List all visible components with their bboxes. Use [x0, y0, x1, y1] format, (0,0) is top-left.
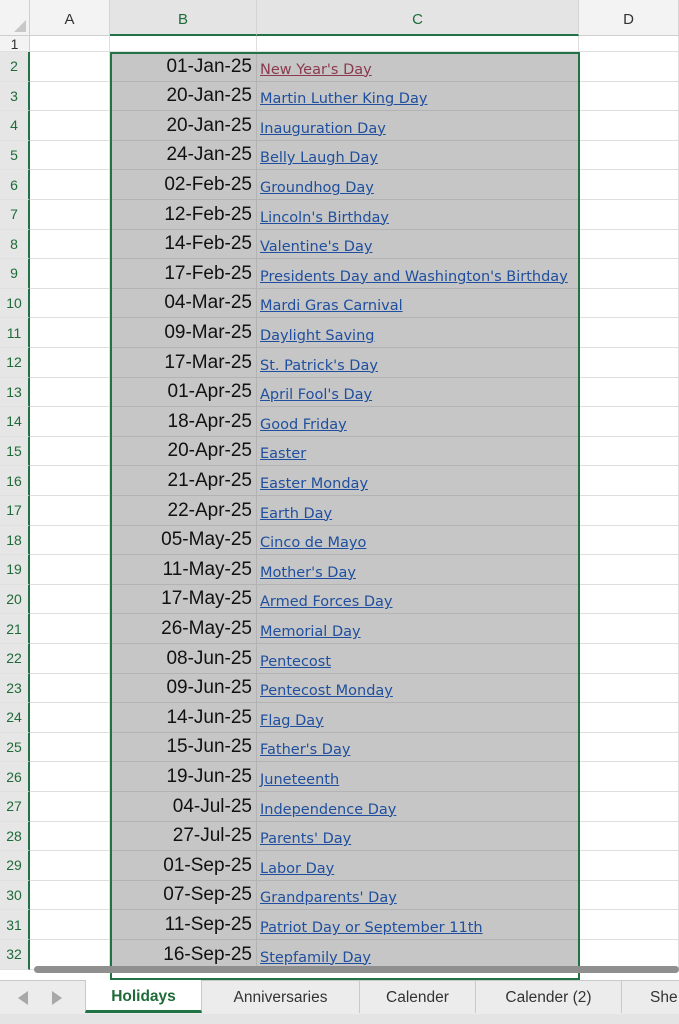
cell-a[interactable]	[30, 822, 110, 852]
cell-d[interactable]	[579, 378, 679, 408]
date-cell[interactable]	[110, 378, 257, 408]
row-header[interactable]: 12	[0, 348, 30, 378]
row-header[interactable]: 5	[0, 141, 30, 171]
holiday-link[interactable]: New Year's Day	[260, 61, 372, 78]
row-header[interactable]: 19	[0, 555, 30, 585]
holiday-cell[interactable]	[257, 407, 579, 437]
date-cell[interactable]	[110, 762, 257, 792]
holiday-cell[interactable]	[257, 851, 579, 881]
holiday-cell[interactable]	[257, 792, 579, 822]
cell-a[interactable]	[30, 348, 110, 378]
holiday-cell[interactable]	[257, 200, 579, 230]
holiday-cell[interactable]	[257, 733, 579, 763]
holiday-link[interactable]: Independence Day	[260, 801, 397, 818]
cell-d[interactable]	[579, 555, 679, 585]
cell-d[interactable]	[579, 141, 679, 171]
date-cell[interactable]	[110, 289, 257, 319]
row-header[interactable]: 17	[0, 496, 30, 526]
row-header[interactable]: 9	[0, 259, 30, 289]
cell-a[interactable]	[30, 82, 110, 112]
holiday-link[interactable]: Daylight Saving	[260, 327, 375, 344]
chevron-right-icon[interactable]	[52, 991, 62, 1005]
date-cell[interactable]	[110, 792, 257, 822]
chevron-left-icon[interactable]	[18, 991, 28, 1005]
holiday-link[interactable]: Mother's Day	[260, 564, 356, 581]
holiday-cell[interactable]	[257, 555, 579, 585]
tab-anniversaries[interactable]: Anniversaries	[202, 981, 360, 1013]
tab-she[interactable]: She	[650, 989, 678, 1006]
date-value: 15-Jun-25	[166, 736, 252, 758]
holiday-link[interactable]: Easter	[260, 446, 307, 463]
row-header[interactable]: 31	[0, 910, 30, 940]
date-value: 07-Sep-25	[163, 884, 252, 906]
column-header-c[interactable]: C	[257, 0, 579, 36]
date-cell[interactable]	[110, 822, 257, 852]
cell-a[interactable]	[30, 585, 110, 615]
date-cell[interactable]	[110, 644, 257, 674]
row-header[interactable]: 11	[0, 318, 30, 348]
date-value: 12-Feb-25	[164, 203, 252, 225]
cell-a[interactable]	[30, 200, 110, 230]
holiday-cell[interactable]	[257, 762, 579, 792]
date-cell[interactable]	[110, 585, 257, 615]
cell-d[interactable]	[579, 111, 679, 141]
date-value: 09-Jun-25	[166, 677, 252, 699]
date-value: 08-Jun-25	[166, 647, 252, 669]
cell-d[interactable]	[579, 82, 679, 112]
holiday-link[interactable]: Patriot Day or September 11th	[260, 919, 483, 936]
cell-d[interactable]	[579, 170, 679, 200]
row-header[interactable]: 2	[0, 52, 30, 82]
row-header[interactable]: 10	[0, 289, 30, 319]
table-row	[0, 644, 679, 674]
cell-a[interactable]	[30, 851, 110, 881]
holiday-cell[interactable]	[257, 111, 579, 141]
table-row	[0, 200, 679, 230]
holiday-link[interactable]: St. Patrick's Day	[260, 357, 378, 374]
row-header[interactable]: 21	[0, 614, 30, 644]
row-header[interactable]: 22	[0, 644, 30, 674]
horizontal-scrollbar[interactable]	[34, 966, 679, 973]
date-cell[interactable]	[110, 200, 257, 230]
tab-calender[interactable]: Calender	[360, 981, 476, 1013]
holiday-link[interactable]: Lincoln's Birthday	[260, 209, 389, 226]
holiday-link[interactable]: Presidents Day and Washington's Birthday	[260, 268, 568, 285]
cell-a[interactable]	[30, 170, 110, 200]
date-value: 14-Jun-25	[166, 706, 252, 728]
table-row	[0, 762, 679, 792]
cell-a[interactable]	[30, 378, 110, 408]
date-value: 17-Feb-25	[164, 262, 252, 284]
date-cell[interactable]	[110, 437, 257, 467]
date-cell[interactable]	[110, 407, 257, 437]
table-row	[0, 585, 679, 615]
holiday-cell[interactable]	[257, 881, 579, 911]
cell-a[interactable]	[30, 437, 110, 467]
cell-a[interactable]	[30, 289, 110, 319]
date-value: 11-Sep-25	[164, 913, 252, 935]
date-value: 18-Apr-25	[167, 410, 252, 432]
tab-holidays[interactable]: Holidays	[85, 980, 202, 1013]
row-header[interactable]: 32	[0, 940, 30, 970]
date-cell[interactable]	[110, 703, 257, 733]
holiday-link[interactable]: Grandparents' Day	[260, 890, 397, 907]
holiday-link[interactable]: Juneteenth	[260, 771, 340, 788]
holiday-cell[interactable]	[257, 437, 579, 467]
holiday-cell[interactable]	[257, 170, 579, 200]
cell-d[interactable]	[579, 851, 679, 881]
table-row	[0, 36, 679, 52]
date-cell[interactable]	[110, 614, 257, 644]
holiday-cell[interactable]	[257, 36, 579, 52]
holiday-cell[interactable]	[257, 496, 579, 526]
date-cell[interactable]	[110, 52, 257, 82]
date-value: 27-Jul-25	[172, 825, 252, 847]
cell-a[interactable]	[30, 111, 110, 141]
cell-d[interactable]	[579, 52, 679, 82]
table-row	[0, 733, 679, 763]
cell-d[interactable]	[579, 585, 679, 615]
cell-d[interactable]	[579, 792, 679, 822]
holiday-cell[interactable]	[257, 910, 579, 940]
date-value: 02-Feb-25	[164, 173, 252, 195]
date-cell[interactable]	[110, 555, 257, 585]
cell-d[interactable]	[579, 36, 679, 52]
holiday-cell[interactable]	[257, 141, 579, 171]
holiday-link[interactable]: Labor Day	[260, 860, 335, 877]
date-cell[interactable]	[110, 466, 257, 496]
table-row	[0, 318, 679, 348]
row-header[interactable]: 24	[0, 703, 30, 733]
holiday-link[interactable]: Cinco de Mayo	[260, 535, 367, 552]
cell-a[interactable]	[30, 733, 110, 763]
date-cell[interactable]	[110, 910, 257, 940]
cell-d[interactable]	[579, 910, 679, 940]
row-header[interactable]: 29	[0, 851, 30, 881]
row-header[interactable]: 23	[0, 674, 30, 704]
holiday-link[interactable]: Pentecost Monday	[260, 683, 393, 700]
holiday-cell[interactable]	[257, 674, 579, 704]
table-row	[0, 674, 679, 704]
cell-a[interactable]	[30, 466, 110, 496]
cell-d[interactable]	[579, 614, 679, 644]
column-header-b[interactable]: B	[110, 0, 257, 36]
table-row	[0, 170, 679, 200]
cell-a[interactable]	[30, 703, 110, 733]
cell-d[interactable]	[579, 230, 679, 260]
cell-d[interactable]	[579, 733, 679, 763]
table-row	[0, 111, 679, 141]
date-value: 05-May-25	[161, 529, 252, 551]
table-row	[0, 378, 679, 408]
column-header-a[interactable]: A	[30, 0, 110, 36]
tab-calender-2[interactable]: Calender (2)	[476, 981, 622, 1013]
table-row	[0, 555, 679, 585]
row-header[interactable]: 4	[0, 111, 30, 141]
holiday-cell[interactable]	[257, 644, 579, 674]
holiday-cell[interactable]	[257, 822, 579, 852]
date-cell[interactable]	[110, 170, 257, 200]
date-cell[interactable]	[110, 496, 257, 526]
cell-d[interactable]	[579, 289, 679, 319]
cell-d[interactable]	[579, 318, 679, 348]
table-row	[0, 82, 679, 112]
date-value: 21-Apr-25	[167, 469, 252, 491]
holiday-cell[interactable]	[257, 289, 579, 319]
cell-a[interactable]	[30, 762, 110, 792]
holiday-link[interactable]: Martin Luther King Day	[260, 91, 428, 108]
row-header[interactable]: 26	[0, 762, 30, 792]
date-cell[interactable]	[110, 111, 257, 141]
date-cell[interactable]	[110, 348, 257, 378]
date-cell[interactable]	[110, 259, 257, 289]
holiday-cell[interactable]	[257, 703, 579, 733]
date-value: 19-Jun-25	[166, 765, 252, 787]
cell-d[interactable]	[579, 644, 679, 674]
table-row	[0, 52, 679, 82]
row-header[interactable]: 18	[0, 526, 30, 556]
date-value: 20-Apr-25	[167, 440, 252, 462]
sheet-tab-bar	[0, 980, 679, 1015]
column-header-d[interactable]: D	[579, 0, 679, 36]
cell-d[interactable]	[579, 881, 679, 911]
table-row	[0, 230, 679, 260]
table-row	[0, 141, 679, 171]
holiday-link[interactable]: Belly Laugh Day	[260, 150, 378, 167]
holiday-cell[interactable]	[257, 52, 579, 82]
date-cell[interactable]	[110, 851, 257, 881]
row-header[interactable]: 13	[0, 378, 30, 408]
cell-d[interactable]	[579, 762, 679, 792]
holiday-cell[interactable]	[257, 585, 579, 615]
date-value: 20-Jan-25	[166, 114, 252, 136]
date-value: 26-May-25	[161, 617, 252, 639]
cell-d[interactable]	[579, 407, 679, 437]
date-cell[interactable]	[110, 36, 257, 52]
row-header[interactable]: 30	[0, 881, 30, 911]
table-row	[0, 910, 679, 940]
cell-a[interactable]	[30, 230, 110, 260]
date-value: 17-May-25	[161, 588, 252, 610]
row-header[interactable]: 7	[0, 200, 30, 230]
holiday-link[interactable]: Valentine's Day	[260, 239, 373, 256]
cell-a[interactable]	[30, 644, 110, 674]
row-header[interactable]: 27	[0, 792, 30, 822]
table-row	[0, 259, 679, 289]
table-row	[0, 496, 679, 526]
holiday-cell[interactable]	[257, 82, 579, 112]
date-value: 04-Jul-25	[172, 795, 252, 817]
date-value: 22-Apr-25	[167, 499, 252, 521]
status-strip	[0, 1014, 679, 1024]
cell-a[interactable]	[30, 496, 110, 526]
row-header[interactable]: 6	[0, 170, 30, 200]
holiday-cell[interactable]	[257, 614, 579, 644]
date-cell[interactable]	[110, 881, 257, 911]
holiday-link[interactable]: Groundhog Day	[260, 179, 374, 196]
holiday-cell[interactable]	[257, 348, 579, 378]
cell-a[interactable]	[30, 674, 110, 704]
date-value: 01-Apr-25	[167, 381, 252, 403]
cell-a[interactable]	[30, 910, 110, 940]
table-row	[0, 703, 679, 733]
row-header[interactable]: 3	[0, 82, 30, 112]
cell-a[interactable]	[30, 792, 110, 822]
date-value: 24-Jan-25	[166, 144, 252, 166]
holiday-cell[interactable]	[257, 259, 579, 289]
cell-d[interactable]	[579, 674, 679, 704]
row-header[interactable]: 25	[0, 733, 30, 763]
cell-d[interactable]	[579, 822, 679, 852]
table-row	[0, 526, 679, 556]
holiday-cell[interactable]	[257, 466, 579, 496]
cell-d[interactable]	[579, 348, 679, 378]
cell-d[interactable]	[579, 703, 679, 733]
holiday-link[interactable]: Earth Day	[260, 505, 333, 522]
row-header[interactable]: 20	[0, 585, 30, 615]
date-value: 16-Sep-25	[163, 943, 252, 965]
table-row	[0, 792, 679, 822]
holiday-link[interactable]: April Fool's Day	[260, 387, 373, 404]
cell-a[interactable]	[30, 52, 110, 82]
cell-d[interactable]	[579, 496, 679, 526]
cell-a[interactable]	[30, 141, 110, 171]
date-value: 09-Mar-25	[164, 321, 252, 343]
cell-a[interactable]	[30, 259, 110, 289]
cell-d[interactable]	[579, 200, 679, 230]
holiday-link[interactable]: Father's Day	[260, 742, 351, 759]
date-cell[interactable]	[110, 733, 257, 763]
row-header[interactable]: 1	[0, 36, 30, 52]
cell-a[interactable]	[30, 36, 110, 52]
row-header[interactable]: 15	[0, 437, 30, 467]
date-value: 11-May-25	[162, 558, 252, 580]
cell-d[interactable]	[579, 437, 679, 467]
cell-a[interactable]	[30, 614, 110, 644]
holiday-link[interactable]: Flag Day	[260, 712, 324, 729]
cell-a[interactable]	[30, 526, 110, 556]
date-cell[interactable]	[110, 526, 257, 556]
holiday-link[interactable]: Parents' Day	[260, 831, 352, 848]
holiday-link[interactable]: Inauguration Day	[260, 120, 386, 137]
table-row	[0, 407, 679, 437]
row-header[interactable]: 16	[0, 466, 30, 496]
holiday-link[interactable]: Armed Forces Day	[260, 594, 393, 611]
cell-a[interactable]	[30, 555, 110, 585]
date-cell[interactable]	[110, 230, 257, 260]
table-row	[0, 851, 679, 881]
holiday-cell[interactable]	[257, 526, 579, 556]
cell-a[interactable]	[30, 407, 110, 437]
table-row	[0, 348, 679, 378]
date-cell[interactable]	[110, 141, 257, 171]
select-all-corner[interactable]	[0, 0, 30, 36]
table-row	[0, 881, 679, 911]
table-row	[0, 822, 679, 852]
date-cell[interactable]	[110, 318, 257, 348]
holiday-link[interactable]: Mardi Gras Carnival	[260, 298, 403, 315]
cell-a[interactable]	[30, 318, 110, 348]
row-header[interactable]: 8	[0, 230, 30, 260]
holiday-cell[interactable]	[257, 378, 579, 408]
row-header[interactable]: 14	[0, 407, 30, 437]
holiday-link[interactable]: Good Friday	[260, 416, 347, 433]
date-cell[interactable]	[110, 82, 257, 112]
date-value: 01-Jan-25	[166, 55, 252, 77]
table-row	[0, 437, 679, 467]
table-row	[0, 614, 679, 644]
date-value: 20-Jan-25	[166, 85, 252, 107]
date-value: 14-Feb-25	[164, 233, 252, 255]
holiday-cell[interactable]	[257, 230, 579, 260]
holiday-link[interactable]: Stepfamily Day	[260, 949, 372, 966]
cell-d[interactable]	[579, 526, 679, 556]
cell-d[interactable]	[579, 259, 679, 289]
holiday-link[interactable]: Easter Monday	[260, 475, 369, 492]
cell-a[interactable]	[30, 881, 110, 911]
table-row	[0, 466, 679, 496]
row-header[interactable]: 28	[0, 822, 30, 852]
holiday-link[interactable]: Pentecost	[260, 653, 332, 670]
holiday-link[interactable]: Memorial Day	[260, 623, 361, 640]
date-value: 17-Mar-25	[164, 351, 252, 373]
holiday-cell[interactable]	[257, 318, 579, 348]
table-row	[0, 289, 679, 319]
date-value: 04-Mar-25	[164, 292, 252, 314]
date-cell[interactable]	[110, 674, 257, 704]
date-value: 01-Sep-25	[163, 854, 252, 876]
cell-d[interactable]	[579, 466, 679, 496]
